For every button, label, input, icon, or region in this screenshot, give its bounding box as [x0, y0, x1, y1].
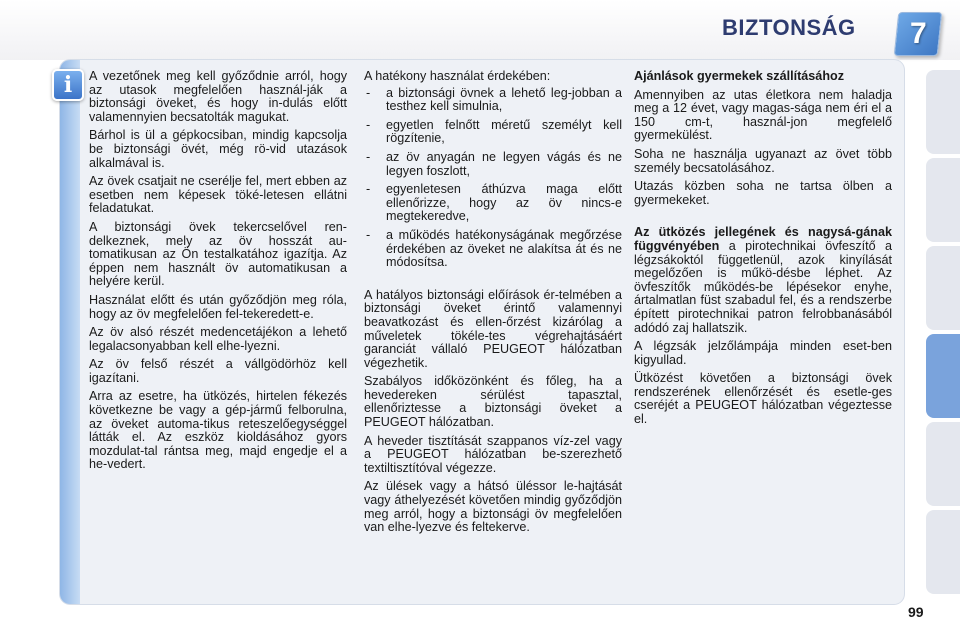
side-tab-current[interactable] [926, 334, 960, 418]
column-left [89, 70, 347, 477]
info-icon: i [52, 69, 84, 101]
pretensioner-paragraph [634, 226, 892, 335]
paragraph: Utazás közben soha ne tartsa ölben a gyermekeket. [634, 179, 892, 207]
paragraph: Amennyiben az utas életkora nem haladja meg a 12 évet, vagy magas-sága nem éri el a 150 cm-t, használ-jon megfelelő gyermekülést. [634, 87, 892, 143]
pretensioner-heading: Az ütközés jellegének és nagysá-gának függvényében [634, 225, 892, 253]
list-intro: A hatékony használat érdekében: [364, 69, 551, 83]
list-item: - a biztonsági övnek a lehető leg-jobban a testhez kell simulnia, [364, 87, 622, 114]
chapter-number-badge [894, 12, 943, 56]
list-item: - egyenletesen áthúzva maga előtt ellenőrizze, hogy az öv nincs-e megtekeredve, [364, 183, 622, 224]
usage-list [364, 87, 622, 270]
list-item: - a működés hatékonyságának megőrzése érdekében az öveket ne alakítsa át és ne módosítsa. [364, 229, 622, 270]
column-right [634, 70, 892, 432]
section-title: BIZTONSÁG [722, 15, 856, 40]
side-tab-3[interactable] [926, 246, 960, 330]
spacer [364, 275, 622, 289]
side-tab-6[interactable] [926, 510, 960, 594]
paragraph: Szabályos időközönként és főleg, ha a hevedereken sérülést tapasztal, ellenőriztesse a biztonsági öveket a PEUGEOT hálózatban. [364, 374, 622, 430]
paragraph: Az ülések vagy a hátsó üléssor le-hajtását vagy áthelyezését követően mindig győződjön meg arról, hogy a biztonsági öv megfelelően van elhe-lyezve és feltekerve. [364, 479, 622, 535]
paragraph: Bárhol is ül a gépkocsiban, mindig kapcsolja be biztonsági övét, még rö-vid utazások alkalmával is. [89, 128, 347, 170]
panel-accent-bar [60, 60, 80, 604]
paragraph: Az öv felső részét a vállgödörhöz kell igazítani. [89, 357, 347, 385]
side-tab-5[interactable] [926, 422, 960, 506]
list-item: - az öv anyagán ne legyen vágás és ne legyen foszlott, [364, 151, 622, 178]
list-item: - egyetlen felnőtt méretű személyt kell rögzítenie, [364, 119, 622, 146]
spacer [634, 212, 892, 226]
side-tab-2[interactable] [926, 158, 960, 242]
paragraph: A hatályos biztonsági előírások ér-telmében a biztonsági öveket érintő valamennyi beavatkozást és ellen-őrzést kizárólag a műveletek tökéle-tes végrehajtásáért garanciát vállaló PEUGEOT hálózatban végezhetik. [364, 287, 622, 370]
column-middle [364, 70, 622, 540]
chapter-number: 7 [909, 17, 927, 50]
pretensioner-text: a pirotechnikai övfeszítő a légzsákoktól függetlenül, azok kinyílását megelőzően is műkö-désbe léphet. Az övfeszítők működés-be lépésekor enyhe, ártalmatlan füst szabadul fel, és a rendszerbe épített pirotechnikai patron felrobbanásából adódó zaj hallatszik. [634, 238, 892, 335]
paragraph: A vezetőnek meg kell győződnie arról, hogy az utasok megfelelően használ-ják a biztonsági öveket, és hogy in-dulás előtt valamennyien becsatolták magukat. [89, 69, 347, 124]
paragraph: A heveder tisztítását szappanos víz-zel vagy a PEUGEOT hálózatban be-szerezhető textiltisztítóval végezze. [364, 433, 622, 475]
paragraph: Ütközést követően a biztonsági övek rendszerének ellenőrzését és esetle-ges cseréjét a PEUGEOT hálózatban végeztesse el. [634, 371, 892, 427]
paragraph: A légzsák jelzőlámpája minden eset-ben kigyullad. [634, 339, 892, 367]
paragraph: Arra az esetre, ha ütközés, hirtelen fékezés következne be vagy a gép-jármű felborulna, az öveket automa-tikus reteszelőegységgel látták el. Az eszköz kioldásához gyors mozdulat-tal rántsa meg, majd engedje el a he-vedert. [89, 389, 347, 472]
paragraph: Az öv alsó részét medencetájékon a lehető legalacsonyabban kell elhe-lyezni. [89, 325, 347, 353]
paragraph: Soha ne használja ugyanazt az övet több személy becsatolásához. [634, 146, 892, 175]
paragraph: Az övek csatjait ne cserélje fel, mert ebben az esetben nem képesek töké-letesen ellátni feladatukat. [89, 174, 347, 216]
children-heading: Ajánlások gyermekek szállításához [634, 69, 844, 83]
paragraph: Használat előtt és után győződjön meg róla, hogy az öv megfelelően fel-tekeredett-e. [89, 292, 347, 321]
paragraph: A biztonsági övek tekercselővel ren-delkeznek, mely az öv hosszát au-tomatikusan az Ön testalkatához igazítja. Az éppen nem használt öv automatikusan a helyére kerül. [89, 219, 347, 289]
side-tab-1[interactable] [926, 70, 960, 154]
page-number: 99 [908, 604, 924, 620]
